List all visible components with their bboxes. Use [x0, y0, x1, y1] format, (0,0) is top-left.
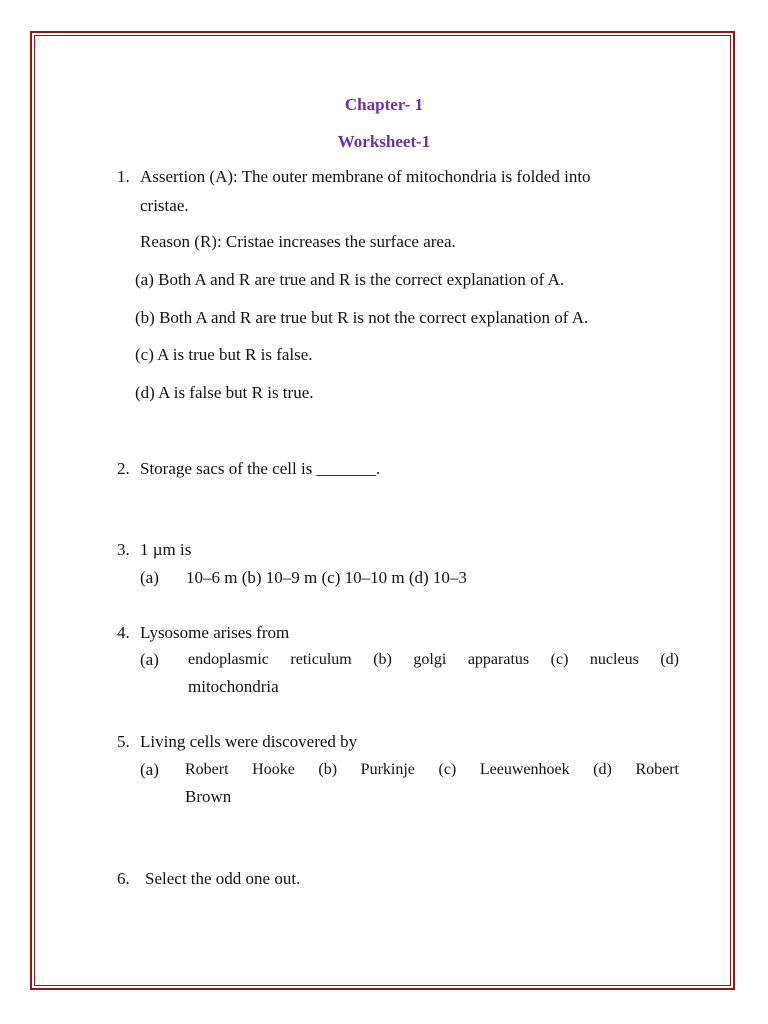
question-3-options: 10–6 m (b) 10–9 m (c) 10–10 m (d) 10–3 [186, 568, 467, 587]
question-4-number: 4. [117, 623, 130, 642]
question-1-option-b: (b) Both A and R are true but R is not the correct explanation of A. [135, 308, 589, 327]
question-3-number: 3. [117, 540, 130, 559]
chapter-title: Chapter- 1 [344, 95, 424, 114]
question-5-text: Living cells were discovered by [140, 732, 358, 751]
question-5-options-line-1: Robert Hooke (b) Purkinje (c) Leeuwenhoek (d) Robert [185, 761, 679, 778]
question-1-number: 1. [117, 167, 130, 186]
question-4-options-line-1: endoplasmic reticulum (b) golgi apparatus (c) nucleus (d) [188, 651, 679, 668]
question-2-text: Storage sacs of the cell is _______. [140, 459, 381, 478]
question-1-line-2: cristae. [140, 196, 189, 215]
question-4-text: Lysosome arises from [140, 623, 290, 642]
question-3-option-label: (a) [140, 568, 159, 587]
question-5-option-label: (a) [140, 760, 159, 779]
question-6-text: Select the odd one out. [145, 869, 301, 888]
question-1-option-a: (a) Both A and R are true and R is the correct explanation of A. [135, 270, 565, 289]
question-4-option-label: (a) [140, 650, 159, 669]
question-2-number: 2. [117, 459, 130, 478]
question-6-number: 6. [117, 869, 130, 888]
worksheet-title: Worksheet-1 [337, 132, 431, 151]
question-1-option-c: (c) A is true but R is false. [135, 345, 313, 364]
question-1-text: Assertion (A): The outer membrane of mitochondria is folded into [140, 167, 591, 186]
question-5-options-line-2: Brown [185, 787, 232, 806]
question-1-reason: Reason (R): Cristae increases the surface area. [140, 232, 456, 251]
question-4-options-line-2: mitochondria [188, 677, 279, 696]
question-1-option-d: (d) A is false but R is true. [135, 383, 314, 402]
question-5-number: 5. [117, 732, 130, 751]
question-3-text: 1 µm is [140, 540, 192, 559]
